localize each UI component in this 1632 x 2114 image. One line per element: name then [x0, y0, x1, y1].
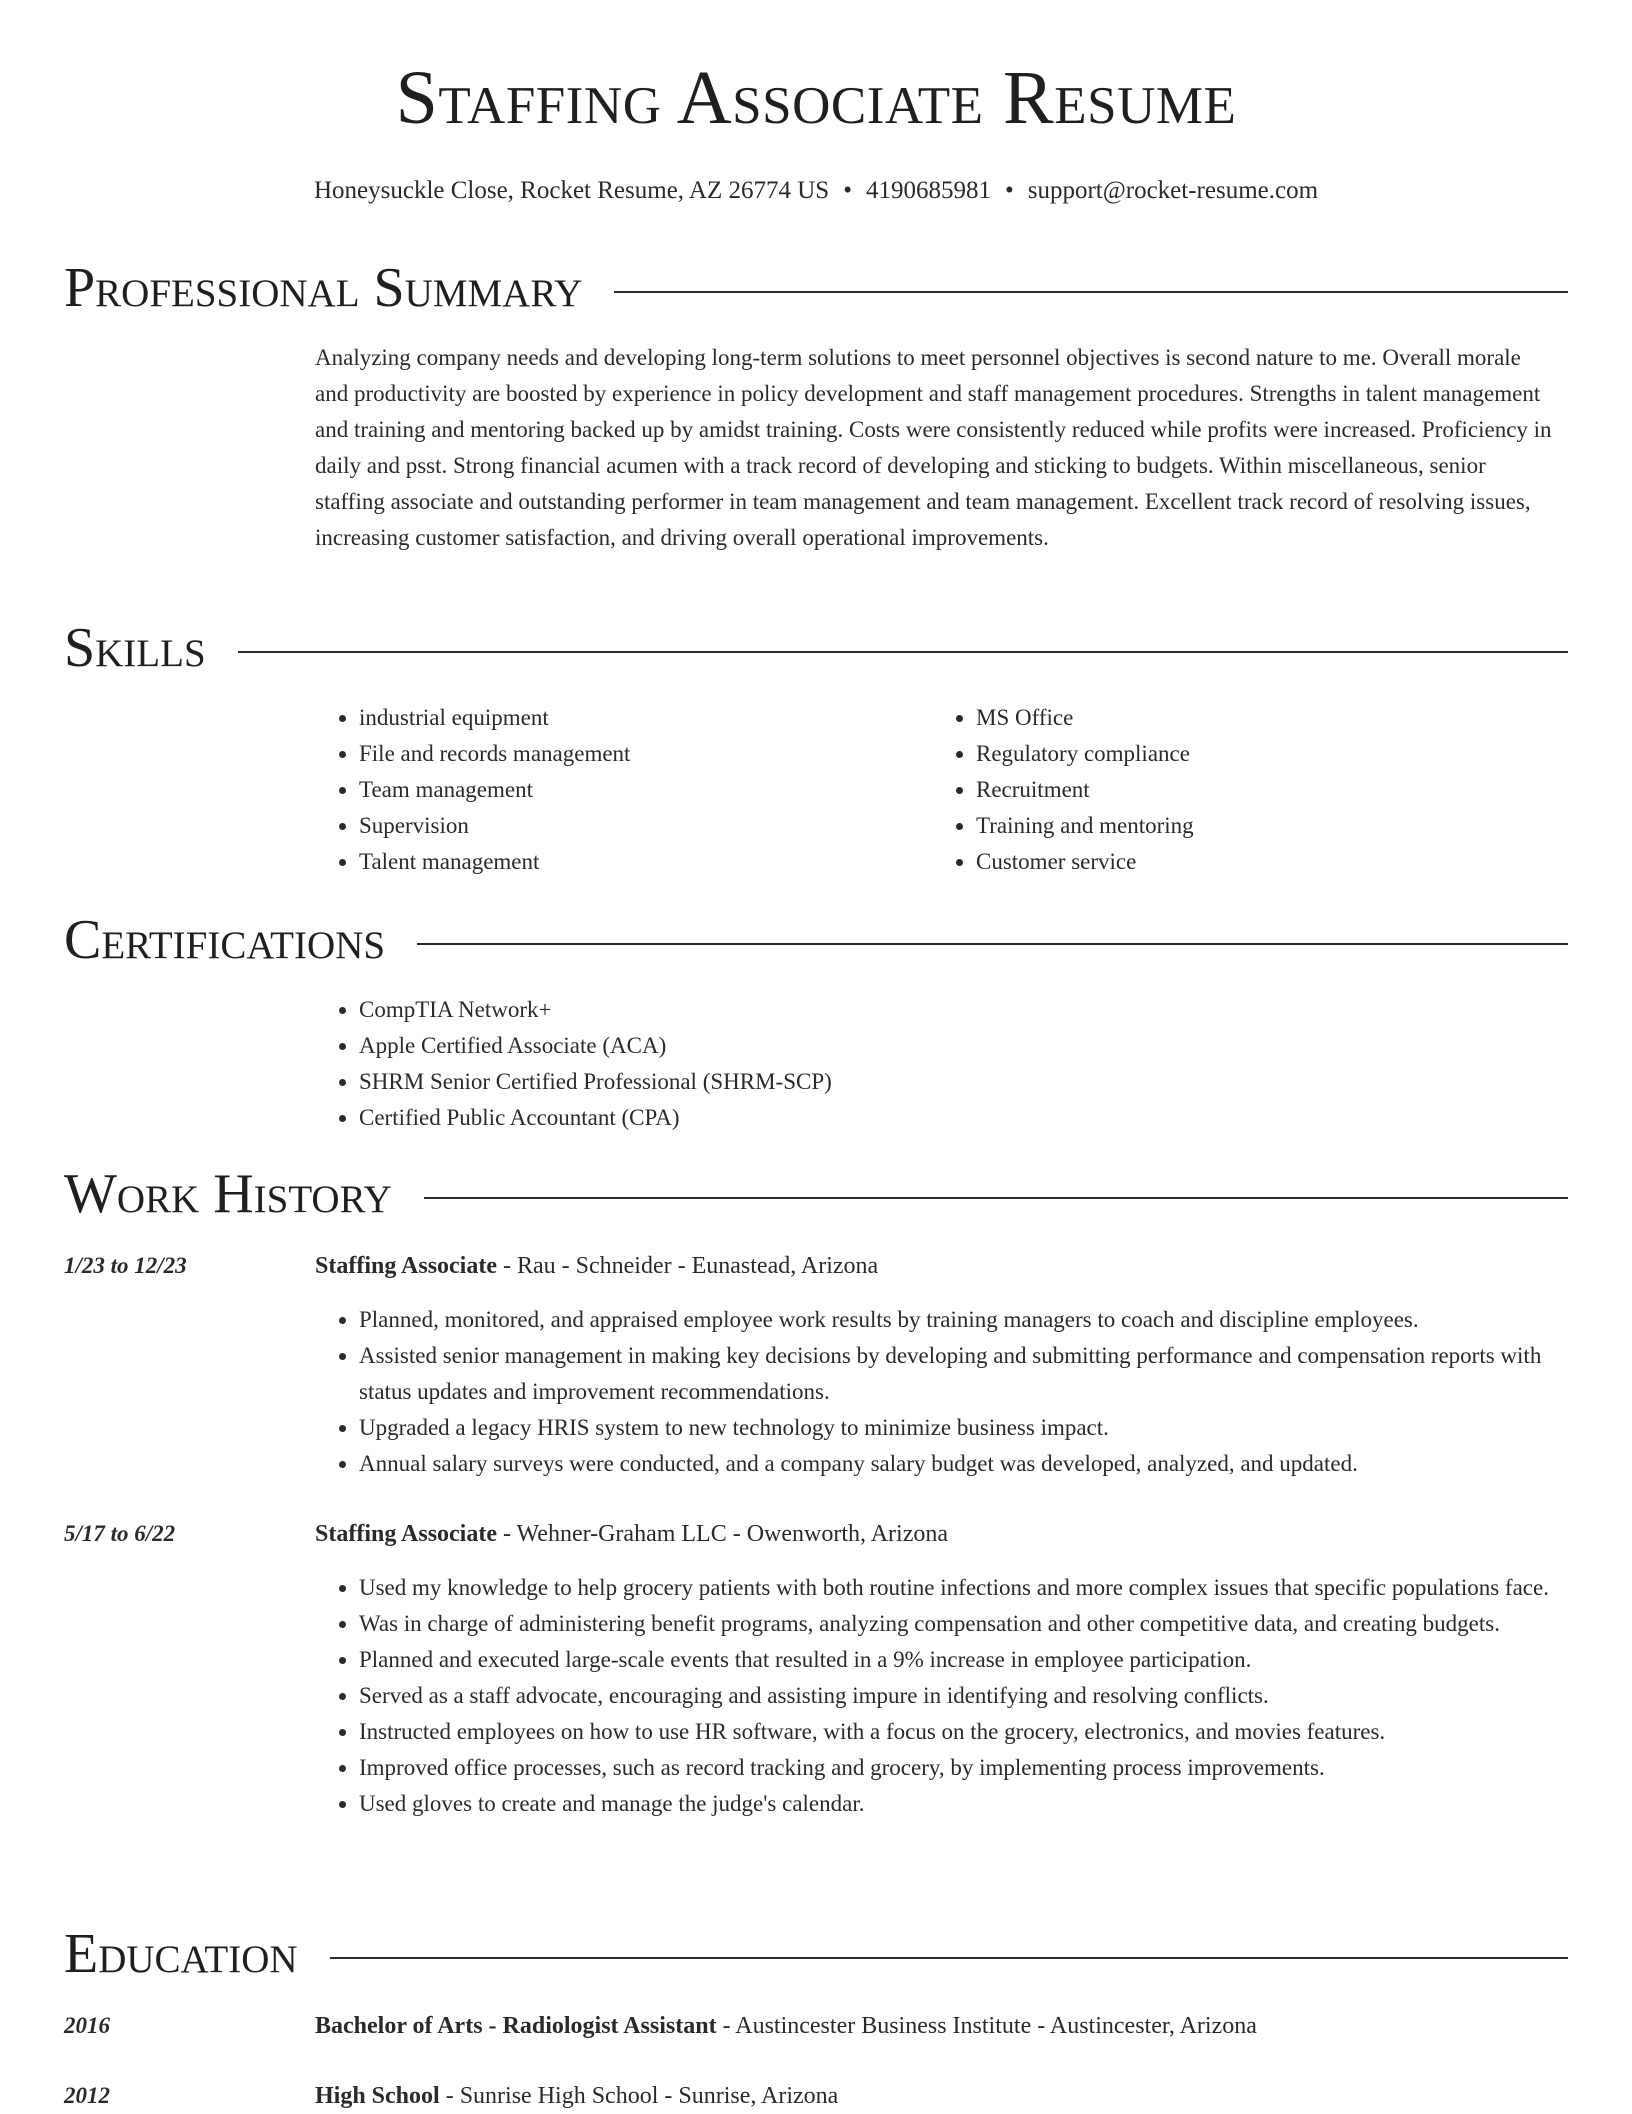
contact-address: Honeysuckle Close, Rocket Resume, AZ 26774 US: [313, 177, 830, 204]
skill-item: • Talent management: [359, 844, 630, 880]
job-dates: 1/23 to 12/23: [64, 1253, 187, 1278]
job-details: - Rau - Schneider - Eunastead, Arizona: [497, 1253, 879, 1279]
job-title: Staffing Associate: [315, 1253, 497, 1279]
education-year: 2012: [64, 2083, 110, 2108]
skill-item: • Team management: [359, 772, 630, 808]
contact-line: [0, 176, 1632, 206]
skill-item: • Training and mentoring: [976, 808, 1194, 844]
summary-section-header: [64, 258, 1568, 318]
education-degree: High School: [315, 2083, 440, 2109]
skills-column-left: [315, 700, 630, 880]
job-heading: [315, 1248, 878, 1284]
skill-item: • Recruitment: [976, 772, 1194, 808]
job-bullet: • Upgraded a legacy HRIS system to new technology to minimize business impact.: [359, 1410, 1555, 1446]
job-heading: [315, 1516, 948, 1552]
job-bullet: • Used gloves to create and manage the judge's calendar.: [359, 1786, 1555, 1822]
section-divider: [330, 1957, 1568, 1959]
job-bullets: [315, 1570, 1555, 1822]
section-divider: [238, 651, 1568, 653]
work-section-header: [64, 1164, 1568, 1224]
certifications-list: [315, 992, 832, 1136]
certification-item: • SHRM Senior Certified Professional (SHRM-SCP): [359, 1064, 832, 1100]
contact-email: support@rocket-resume.com: [1027, 177, 1319, 204]
certification-item: • Certified Public Accountant (CPA): [359, 1100, 832, 1136]
education-heading: [315, 2008, 1257, 2044]
certification-item: • Apple Certified Associate (ACA): [359, 1028, 832, 1064]
contact-separator: •: [843, 177, 852, 204]
skills-column-right: [932, 700, 1194, 880]
education-details: - Sunrise High School - Sunrise, Arizona: [439, 2083, 839, 2109]
job-bullets: [315, 1302, 1555, 1482]
work-section-title: Work History: [64, 1163, 392, 1225]
job-bullet: • Instructed employees on how to use HR software, with a focus on the grocery, electronics, and movies features.: [359, 1714, 1555, 1750]
section-divider: [614, 291, 1568, 293]
resume-title: Staffing Associate Resume: [395, 56, 1237, 140]
section-divider: [424, 1197, 1568, 1199]
job-bullet: • Planned, monitored, and appraised employee work results by training managers to coach and discipline employees.: [359, 1302, 1555, 1338]
skill-item: • industrial equipment: [359, 700, 630, 736]
job-dates: 5/17 to 6/22: [64, 1521, 176, 1546]
job-bullet: • Improved office processes, such as record tracking and grocery, by implementing process improvements.: [359, 1750, 1555, 1786]
section-divider: [417, 943, 1568, 945]
job-bullet: • Planned and executed large-scale events that resulted in a 9% increase in employee participation.: [359, 1642, 1555, 1678]
skill-item: • File and records management: [359, 736, 630, 772]
contact-separator: •: [1004, 177, 1014, 204]
job-bullet: • Assisted senior management in making key decisions by developing and submitting performance and compensation reports with status updates and improvement recommendations.: [359, 1338, 1555, 1410]
job-title: Staffing Associate: [315, 1521, 497, 1547]
skills-section-title: Skills: [64, 617, 206, 679]
skill-item: • Supervision: [359, 808, 630, 844]
education-section-header: [64, 1924, 1568, 1984]
skills-section-header: [64, 618, 1568, 678]
contact-phone: 4190685981: [865, 177, 991, 204]
certification-item: • CompTIA Network+: [359, 992, 832, 1028]
education-details: - Austincester Business Institute - Austincester, Arizona: [716, 2013, 1257, 2039]
job-bullet: • Served as a staff advocate, encouraging and assisting impure in identifying and resolving conflicts.: [359, 1678, 1555, 1714]
education-year: 2016: [64, 2013, 110, 2038]
certifications-section-header: [64, 910, 1568, 970]
skill-item: • Regulatory compliance: [976, 736, 1194, 772]
summary-text: Analyzing company needs and developing long-term solutions to meet personnel objectives is second nature to me. Overall morale and productivity are boosted by experience in policy development and staff management procedures. Strengths in talent management and training and mentoring backed up by amidst training. Costs were consistently reduced while profits were increased. Proficiency in daily and psst. Strong financial acumen with a track record of developing and sticking to budgets. Within miscellaneous, senior staffing associate and outstanding performer in team management and team management. Excellent track record of resolving issues, increasing customer satisfaction, and driving overall operational improvements.: [315, 345, 1552, 550]
education-section-title: Education: [64, 1923, 298, 1985]
summary-section-title: Professional Summary: [64, 257, 583, 319]
education-degree: Bachelor of Arts - Radiologist Assistant: [315, 2013, 717, 2039]
job-bullet: • Annual salary surveys were conducted, and a company salary budget was developed, analyzed, and updated.: [359, 1446, 1555, 1482]
certifications-section-title: Certifications: [64, 909, 386, 971]
job-bullet: • Used my knowledge to help grocery patients with both routine infections and more complex issues that specific populations face.: [359, 1570, 1555, 1606]
job-details: - Wehner-Graham LLC - Owenworth, Arizona: [497, 1521, 948, 1547]
skill-item: • Customer service: [976, 844, 1194, 880]
skill-item: • MS Office: [976, 700, 1194, 736]
education-heading: [315, 2078, 838, 2114]
job-bullet: • Was in charge of administering benefit programs, analyzing compensation and other competitive data, and creating budgets.: [359, 1606, 1555, 1642]
